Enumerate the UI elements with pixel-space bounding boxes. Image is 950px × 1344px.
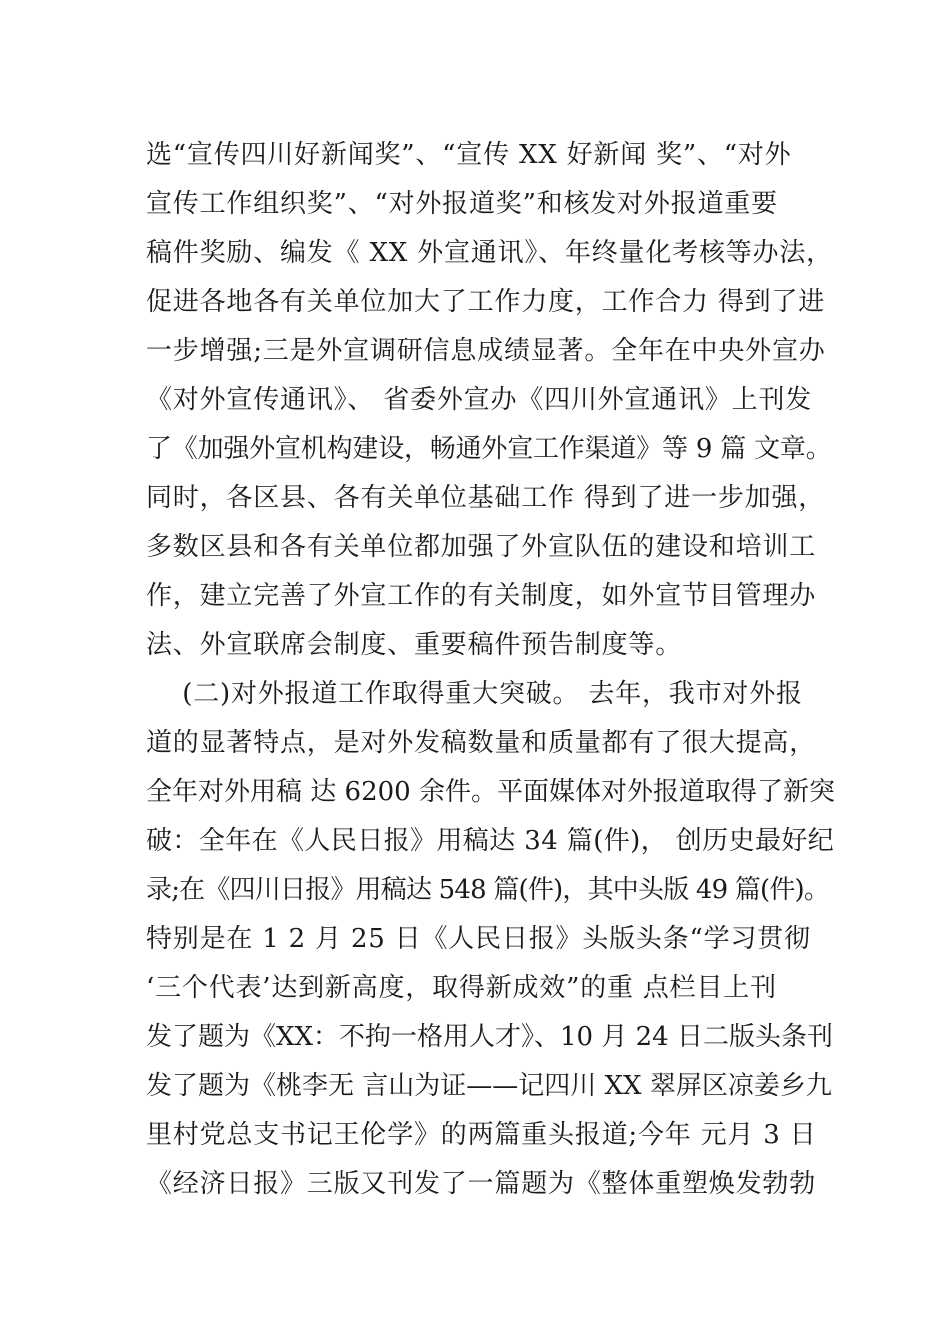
text-line: 选“宣传四川好新闻奖”、“宣传 XX 好新闻 奖”、“对外 [146, 140, 792, 170]
text-line: 《对外宣传通讯》、 省委外宣办《四川外宣通讯》上刊发 [146, 385, 813, 415]
text-line: 里村党总支书记王伦学》的两篇重头报道;今年 元月 3 日 [146, 1120, 817, 1150]
text-line: 一步增强;三是外宣调研信息成绩显著。全年在中央外宣办 [146, 336, 826, 366]
text-line: 《经济日报》三版又刊发了一篇题为《整体重塑焕发勃勃 [146, 1169, 817, 1199]
text-line: 发了题为《XX：不拘一格用人才》、10 月 24 日二版头条刊 [146, 1022, 833, 1052]
text-line: 录;在《四川日报》用稿达 548 篇(件)，其中头版 49 篇(件)。 [146, 875, 830, 905]
text-line: 破：全年在《人民日报》用稿达 34 篇(件)， 创历史最好纪 [146, 826, 835, 856]
text-line: 促进各地各有关单位加大了工作力度，工作合力 得到了进 [146, 287, 826, 317]
text-line: 发了题为《桃李无 言山为证——记四川 XX 翠屏区凉姜乡九 [146, 1071, 832, 1101]
text-line: 同时，各区县、各有关单位基础工作 得到了进一步加强， [146, 483, 826, 513]
text-line: 多数区县和各有关单位都加强了外宣队伍的建设和培训工 [146, 532, 817, 562]
text-line: 了《加强外宣机构建设，畅通外宣工作渠道》等 9 篇 文章。 [146, 434, 832, 464]
text-line: (二)对外报道工作取得重大突破。 去年，我市对外报 [146, 679, 803, 709]
text-line: 作，建立完善了外宣工作的有关制度，如外宣节目管理办 [146, 581, 817, 611]
text-line: 宣传工作组织奖”、“对外报道奖”和核发对外报道重要 [146, 189, 778, 219]
text-line: ‘三个代表’达到新高度，取得新成效”的重 点栏目上刊 [146, 973, 777, 1003]
text-line: 全年对外用稿 达 6200 余件。平面媒体对外报道取得了新突 [146, 777, 835, 807]
text-line: 稿件奖励、编发《 XX 外宣通讯》、年终量化考核等办法， [146, 238, 833, 268]
text-line: 法、外宣联席会制度、重要稿件预告制度等。 [146, 630, 683, 660]
text-line: 道的显著特点，是对外发稿数量和质量都有了很大提高， [146, 728, 817, 758]
text-line: 特别是在 1 2 月 25 日《人民日报》头版头条“学习贯彻 [146, 924, 811, 954]
